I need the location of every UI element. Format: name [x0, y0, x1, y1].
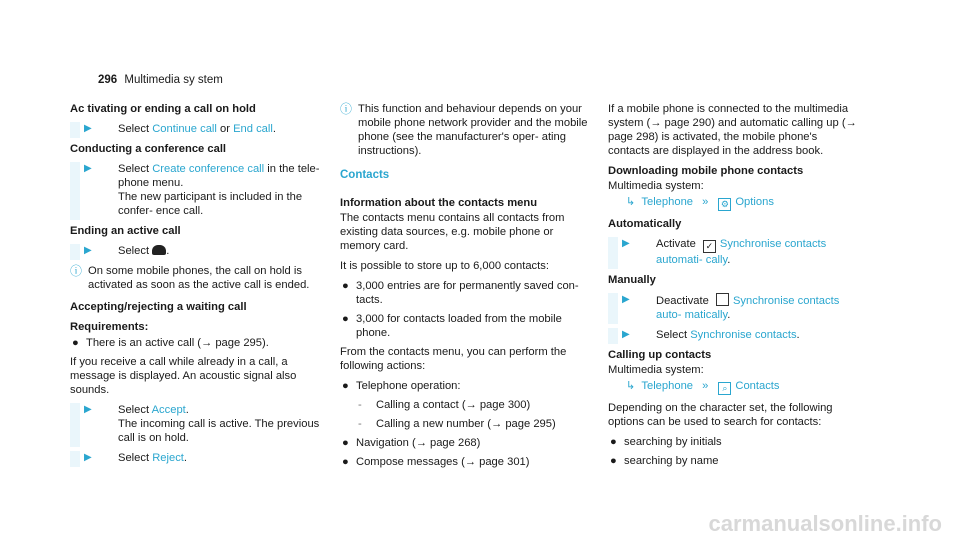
- arrow-icon: ▶: [84, 123, 92, 134]
- column-1: [70, 102, 320, 471]
- options-icon: ⚙: [718, 198, 731, 211]
- link-options[interactable]: Options: [735, 196, 774, 208]
- paragraph: From the contacts menu, you can perform the following actions:: [340, 346, 567, 372]
- heading: Manually: [608, 274, 656, 286]
- list-item: ● 3,000 for contacts loaded from the mobile phone.: [342, 313, 562, 339]
- heading: Information about the contacts menu: [340, 197, 538, 209]
- note: ⓘ This function and behaviour depends on your mobile phone network provider and the mobile phone (see the manufacturer's oper‐ ating instructions).: [340, 102, 588, 157]
- arrow-icon: ▶: [84, 404, 92, 415]
- list-item: ● searching by name: [610, 455, 719, 467]
- instruction-step: ▶ Select Accept. The incoming call is active. The previous call is on hold.: [70, 403, 320, 445]
- link-accept[interactable]: Accept: [151, 404, 186, 416]
- instruction-step: ▶ Select Reject.: [70, 451, 320, 465]
- heading: Accepting/rejecting a waiting call: [70, 301, 247, 313]
- instruction-step: ▶ Select Continue call or End call.: [70, 122, 320, 136]
- list-item: ● 3,000 entries are for permanently saved con‐ tacts.: [342, 280, 579, 306]
- list-item: ● Telephone operation:: [342, 380, 461, 392]
- section-title: Multimedia sy stem: [124, 74, 223, 86]
- heading: Automatically: [608, 218, 682, 230]
- end-call-icon: [152, 245, 166, 255]
- page-number: 296: [98, 74, 118, 86]
- instruction-step: ▶ Select Create conference call in the tele‐ phone menu. The new participant is included in the confer‐ ence call.: [70, 162, 320, 218]
- paragraph: Depending on the character set, the following options can be used to search for contacts:: [608, 402, 833, 428]
- nav-path: [608, 195, 858, 211]
- heading: Conducting a conference call: [70, 143, 227, 155]
- info-icon: ⓘ: [70, 264, 83, 278]
- arrow-icon: ▶: [84, 245, 92, 256]
- list-item: ● searching by initials: [610, 436, 722, 448]
- paragraph: If you receive a call while already in a call, a message is displayed. An acoustic signal also sounds.: [70, 356, 297, 396]
- section-title-contacts: Contacts: [340, 169, 390, 181]
- heading: Ending an active call: [70, 225, 181, 237]
- paragraph: The contacts menu contains all contacts from existing data sources, e.g. mobile phone or memory card.: [340, 212, 565, 252]
- list-item: ● Navigation (→ page 268): [342, 437, 481, 449]
- checked-checkbox-icon: ✓: [703, 240, 716, 253]
- watermark: carmanualsonline.info: [708, 511, 942, 536]
- link-telephone[interactable]: Telephone: [641, 196, 694, 208]
- paragraph: It is possible to store up to 6,000 contacts:: [340, 260, 549, 272]
- requirements-label: Requirements:: [70, 321, 149, 333]
- arrow-icon: ▶: [622, 238, 630, 249]
- info-icon: ⓘ: [340, 102, 353, 116]
- heading: Downloading mobile phone contacts: [608, 165, 804, 177]
- multimedia-system-label: Multimedia system:: [608, 180, 704, 192]
- unchecked-checkbox-icon: [716, 293, 729, 306]
- arrow-icon: ▶: [622, 294, 630, 305]
- instruction-step: ▶ Select .: [70, 244, 320, 258]
- sub-list-item: - Calling a contact (→ page 300): [358, 399, 531, 411]
- nav-path: [608, 379, 858, 395]
- heading: Ac tivating or ending a call on hold: [70, 103, 256, 115]
- double-chevron-icon: »: [702, 380, 709, 392]
- arrow-icon: ▶: [622, 329, 630, 340]
- page-header: [98, 73, 223, 87]
- multimedia-system-label: Multimedia system:: [608, 364, 704, 376]
- column-2: [340, 102, 590, 474]
- list-item: ● There is an active call (→ page 295).: [72, 337, 269, 349]
- link-sync-auto[interactable]: Synchronise contacts automati‐ cally: [656, 238, 827, 266]
- search-icon: ⌕: [718, 382, 731, 395]
- link-end-call[interactable]: End call: [233, 123, 273, 135]
- curved-arrow-icon: ↳: [626, 380, 636, 392]
- link-continue-call[interactable]: Continue call: [152, 123, 217, 135]
- curved-arrow-icon: ↳: [626, 196, 636, 208]
- link-telephone[interactable]: Telephone: [641, 380, 694, 392]
- sub-list-item: - Calling a new number (→ page 295): [358, 418, 556, 430]
- link-reject[interactable]: Reject: [152, 452, 184, 464]
- note: ⓘ On some mobile phones, the call on hold is activated as soon as the active call is ended.: [70, 264, 310, 291]
- arrow-icon: ▶: [84, 163, 92, 174]
- arrow-icon: ▶: [84, 452, 92, 463]
- link-create-conference-call[interactable]: Create conference call: [152, 163, 265, 175]
- instruction-step: ▶ Activate ✓ Synchronise contacts automati‐ cally.: [608, 237, 858, 267]
- instruction-step: ▶ Select Synchronise contacts.: [608, 328, 858, 342]
- instruction-step: ▶ Deactivate Synchronise contacts auto‐ matically.: [608, 293, 858, 322]
- heading: Calling up contacts: [608, 349, 712, 361]
- link-sync-auto-deactivate[interactable]: Synchronise contacts auto‐ matically: [656, 295, 840, 321]
- double-chevron-icon: »: [702, 196, 709, 208]
- column-3: [608, 102, 858, 473]
- link-sync-contacts[interactable]: Synchronise contacts: [690, 329, 797, 341]
- link-contacts[interactable]: Contacts: [735, 380, 780, 392]
- list-item: ● Compose messages (→ page 301): [342, 456, 530, 468]
- paragraph: If a mobile phone is connected to the multimedia system (→ page 290) and automatic calling up (→ page 298) is activated, the mobile phone's contacts are displayed in the address book.: [608, 103, 857, 157]
